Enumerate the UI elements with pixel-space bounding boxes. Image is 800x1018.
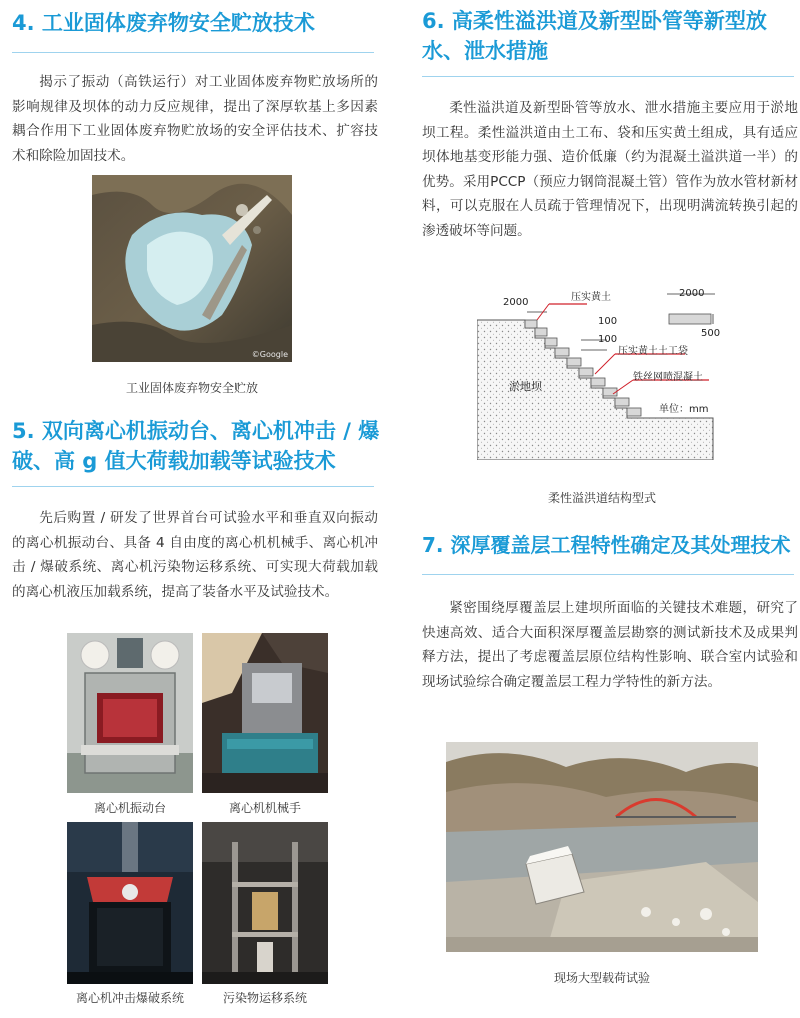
centrifuge-manipulator-photo — [202, 633, 328, 793]
section5-body: 先后购置 / 研发了世界首台可试验水平和垂直双向振动的离心机振动台、具备 4 自由度的离心机机械手、离心机冲击 / 爆破系统、离心机污染物运移系统、可实现大荷载加载的离心机液压加载系统，提高了装备水平及试验技术。 — [12, 510, 378, 600]
section6-divider — [422, 76, 794, 77]
section6-caption: 柔性溢洪道结构型式 — [547, 491, 656, 505]
photo1-caption: 离心机振动台 — [93, 801, 166, 815]
section4-title: 4. 工业固体废弃物安全贮放技术 — [12, 11, 315, 35]
section5-divider — [12, 486, 374, 487]
label-compacted-bag: 压实黄土土工袋 — [618, 346, 688, 357]
label-shotcrete: 铁丝网喷混凝土 — [633, 372, 703, 383]
dim-2000-top: 2000 — [503, 297, 529, 308]
dim-500-detail: 500 — [701, 328, 721, 339]
label-check-dam: 淤地坝 — [509, 380, 542, 393]
section7-body: 紧密围绕厚覆盖层上建坝所面临的关键技术难题，研究了快速高效、适合大面积深厚覆盖层勘察的测试新技术及成果判释方法，提出了考虑覆盖层原位结构性影响、联合室内试验和现场试验综合确定覆盖层工程力学特性的新方法。 — [422, 600, 798, 690]
centrifuge-blast-system-photo — [67, 822, 193, 984]
pollutant-migration-photo — [202, 822, 328, 984]
field-load-test-photo — [446, 742, 758, 952]
google-watermark: ©Google — [251, 350, 288, 359]
section7-divider — [422, 574, 794, 575]
photo4-caption: 污染物运移系统 — [222, 991, 307, 1005]
photo3-caption: 离心机冲击爆破系统 — [75, 991, 184, 1005]
centrifuge-shaker-photo — [67, 633, 193, 793]
section6-body: 柔性溢洪道及新型卧管等放水、泄水措施主要应用于淤地坝工程。柔性溢洪道由土工布、袋和压实黄土组成，具有适应坝体地基变形能力强、造价低廉（约为混凝土溢洪道一半）的优势。采用PCCP（预应力钢筒混凝土管）管作为放水管材新材料，可以克服在人员疏于管理情况下，出现明满流转换引起的渗透破坏等问题。 — [422, 100, 798, 239]
photo2-caption: 离心机机械手 — [228, 801, 301, 815]
spillway-structure-diagram — [477, 282, 727, 460]
section4-caption: 工业固体废弃物安全贮放 — [125, 381, 258, 395]
section6-title: 6. 高柔性溢洪道及新型卧管等新型放水、泄水措施 — [422, 9, 767, 63]
section5-title: 5. 双向离心机振动台、离心机冲击 / 爆破、高 g 值大荷载加载等试验技术 — [12, 419, 380, 473]
label-compacted-loess: 压实黄土 — [571, 292, 611, 303]
label-unit: 单位：mm — [659, 404, 709, 415]
section7-caption: 现场大型载荷试验 — [553, 971, 650, 985]
section4-body: 揭示了振动（高铁运行）对工业固体废弃物贮放场所的影响规律及坝体的动力反应规律，提出了深厚软基上多因素耦合作用下工业固体废弃物贮放场的安全评估技术、扩容技术和除险加固技术。 — [12, 74, 378, 164]
dim-100-b: 100 — [598, 334, 618, 345]
dim-100-a: 100 — [598, 316, 618, 327]
dim-2000-detail: 2000 — [679, 288, 705, 299]
waste-storage-satellite-photo — [92, 175, 292, 362]
section4-divider — [12, 52, 374, 53]
section7-title: 7. 深厚覆盖层工程特性确定及其处理技术 — [422, 533, 791, 557]
